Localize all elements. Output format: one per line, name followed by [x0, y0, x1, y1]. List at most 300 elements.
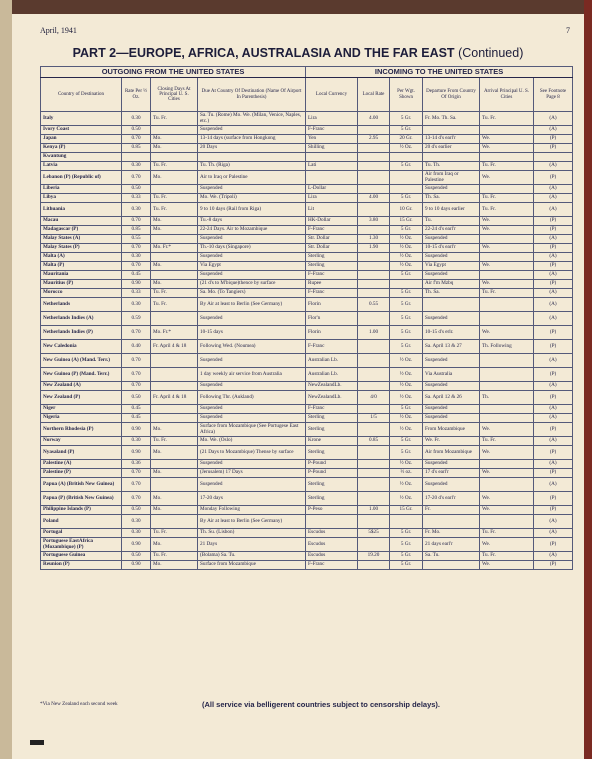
- table-cell: 5 Gr.: [390, 289, 423, 298]
- table-cell: [151, 515, 198, 529]
- table-row: [41, 217, 573, 226]
- table-cell: Florin: [306, 326, 358, 340]
- table-cell: (P): [534, 391, 573, 405]
- country-cell: Malay States (A): [41, 235, 122, 244]
- table-cell: Tu. Fr.: [480, 552, 534, 561]
- table-cell: We.: [480, 469, 534, 478]
- table-cell: 4.00: [358, 194, 390, 203]
- table-row: [41, 478, 573, 492]
- table-cell: Str. Dollar: [306, 235, 358, 244]
- table-cell: Th. Following: [480, 340, 534, 354]
- table-cell: Escudos: [306, 529, 358, 538]
- table-cell: We.: [480, 135, 534, 144]
- table-cell: 5 Gr.: [390, 561, 423, 570]
- rates-table-container: [40, 66, 572, 570]
- table-cell: F-Franc: [306, 405, 358, 414]
- table-cell: Sterling: [306, 478, 358, 492]
- table-row: [41, 469, 573, 478]
- table-cell: Mo.: [151, 561, 198, 570]
- table-cell: 10-15 d's erlr.: [423, 326, 480, 340]
- table-cell: 0.70: [122, 368, 151, 382]
- table-cell: (P): [534, 561, 573, 570]
- table-cell: Mo.: [151, 423, 198, 437]
- table-cell: [480, 460, 534, 469]
- table-cell: Str. Dollar: [306, 244, 358, 253]
- table-row: [41, 203, 573, 217]
- table-cell: 22-24 d's earl'r: [423, 226, 480, 235]
- table-cell: 0.50: [122, 506, 151, 515]
- country-cell: New Zealand (A): [41, 382, 122, 391]
- page-title: [12, 46, 584, 60]
- table-cell: (A): [534, 112, 573, 126]
- country-cell: Kenya (P): [41, 144, 122, 153]
- country-cell: Lebanon (P) (Republic of): [41, 171, 122, 185]
- table-cell: [358, 340, 390, 354]
- country-cell: Ivory Coast: [41, 126, 122, 135]
- section-incoming: INCOMING TO THE UNITED STATES: [306, 67, 573, 78]
- table-cell: ½ Oz.: [390, 460, 423, 469]
- table-cell: 0.85: [358, 437, 390, 446]
- table-cell: 17-20 d's earl'r: [423, 492, 480, 506]
- table-cell: (A): [534, 405, 573, 414]
- table-cell: [390, 185, 423, 194]
- table-row: [41, 194, 573, 203]
- table-cell: (A): [534, 298, 573, 312]
- table-cell: 0.36: [122, 460, 151, 469]
- table-cell: Suspended: [423, 354, 480, 368]
- table-cell: 0.70: [122, 492, 151, 506]
- table-row: [41, 529, 573, 538]
- table-cell: Suspended: [423, 405, 480, 414]
- country-cell: Liberia: [41, 185, 122, 194]
- table-cell: 15 Gr.: [390, 506, 423, 515]
- table-cell: Fr. April 4 & 18: [151, 340, 198, 354]
- country-cell: Portuguese EastAfrica (Mozambique) (P): [41, 538, 122, 552]
- table-cell: (A): [534, 126, 573, 135]
- table-row: [41, 354, 573, 368]
- table-cell: (A): [534, 515, 573, 529]
- table-cell: (P): [534, 340, 573, 354]
- table-cell: Suspended: [198, 235, 306, 244]
- table-cell: [480, 271, 534, 280]
- table-cell: (A): [534, 312, 573, 326]
- table-cell: (Jerusalem) 17 Days: [198, 469, 306, 478]
- table-cell: (A): [534, 271, 573, 280]
- table-cell: 0.30: [122, 203, 151, 217]
- table-cell: (21 d's to M'bique)thence by surface: [198, 280, 306, 289]
- table-cell: F-Franc: [306, 340, 358, 354]
- table-cell: We.: [480, 262, 534, 271]
- table-cell: (P): [534, 423, 573, 437]
- country-cell: Macau: [41, 217, 122, 226]
- table-cell: P-Pound: [306, 460, 358, 469]
- table-cell: Tu. Fr.: [480, 203, 534, 217]
- table-cell: 5 Gr.: [390, 162, 423, 171]
- table-row: [41, 561, 573, 570]
- table-cell: Mo.: [151, 262, 198, 271]
- table-cell: (P): [534, 469, 573, 478]
- table-cell: [480, 235, 534, 244]
- table-cell: 5 Gr.: [390, 112, 423, 126]
- table-cell: 19.20: [358, 552, 390, 561]
- table-cell: ½ Oz.: [390, 354, 423, 368]
- table-cell: We.: [480, 226, 534, 235]
- table-cell: 0.70: [122, 135, 151, 144]
- table-cell: [480, 126, 534, 135]
- table-cell: 5 Gr.: [390, 226, 423, 235]
- table-cell: ½ Oz.: [390, 144, 423, 153]
- table-cell: 0.30: [122, 529, 151, 538]
- table-cell: 0.70: [122, 478, 151, 492]
- table-cell: F-Franc: [306, 226, 358, 235]
- table-cell: [480, 478, 534, 492]
- table-cell: 0.55: [358, 298, 390, 312]
- table-cell: Mo.: [151, 469, 198, 478]
- table-cell: [480, 253, 534, 262]
- table-cell: From Mozambique: [423, 423, 480, 437]
- table-cell: [151, 271, 198, 280]
- table-cell: Yen: [306, 135, 358, 144]
- table-cell: (A): [534, 354, 573, 368]
- table-cell: Escudos: [306, 552, 358, 561]
- table-cell: [358, 289, 390, 298]
- table-cell: 13-14 d's earl'r: [423, 135, 480, 144]
- table-cell: 1.00: [358, 506, 390, 515]
- table-cell: We.: [480, 144, 534, 153]
- table-cell: [480, 354, 534, 368]
- table-cell: We.: [480, 506, 534, 515]
- table-cell: Mo.: [151, 280, 198, 289]
- table-cell: Tu. Fr.: [480, 437, 534, 446]
- table-cell: Suspended: [198, 405, 306, 414]
- table-cell: (P): [534, 446, 573, 460]
- table-cell: 0.70: [122, 382, 151, 391]
- table-cell: Suspended: [198, 354, 306, 368]
- table-cell: ½ Oz.: [390, 262, 423, 271]
- table-cell: [390, 515, 423, 529]
- col-header: Local Currency: [306, 78, 358, 112]
- col-header: Local Rate: [358, 78, 390, 112]
- table-cell: Following Wed. (Noumea): [198, 340, 306, 354]
- table-body: [41, 112, 573, 570]
- table-cell: [151, 478, 198, 492]
- table-cell: ½ Oz.: [390, 382, 423, 391]
- table-cell: [358, 382, 390, 391]
- table-cell: (A): [534, 253, 573, 262]
- table-cell: Th. Sa.: [423, 289, 480, 298]
- table-cell: 0.59: [122, 312, 151, 326]
- table-cell: 5 Gr.: [390, 340, 423, 354]
- table-cell: 1.30: [358, 235, 390, 244]
- table-cell: (A): [534, 437, 573, 446]
- table-cell: (P): [534, 171, 573, 185]
- table-cell: 0.55: [122, 235, 151, 244]
- table-row: [41, 423, 573, 437]
- table-cell: ½ Oz.: [390, 492, 423, 506]
- table-cell: [198, 153, 306, 162]
- table-cell: 3.80: [358, 217, 390, 226]
- table-row: [41, 326, 573, 340]
- table-cell: Tu. Fr.: [151, 203, 198, 217]
- table-row: [41, 226, 573, 235]
- table-cell: 0.30: [122, 253, 151, 262]
- table-cell: [358, 354, 390, 368]
- table-cell: (A): [534, 529, 573, 538]
- table-cell: [358, 312, 390, 326]
- page: [12, 14, 584, 759]
- table-cell: 5 Gr.: [390, 126, 423, 135]
- country-cell: Libya: [41, 194, 122, 203]
- table-cell: 1/5: [358, 414, 390, 423]
- table-cell: 5 Gr.: [390, 529, 423, 538]
- table-cell: NewZealandLb.: [306, 391, 358, 405]
- table-cell: [423, 126, 480, 135]
- table-cell: Fr. Mo.: [423, 529, 480, 538]
- table-cell: Mo.: [151, 538, 198, 552]
- book-spine: [0, 0, 12, 759]
- col-header: Departure From Country Of Origin: [423, 78, 480, 112]
- table-cell: 0.45: [122, 414, 151, 423]
- table-cell: Surface from Mozambique: [198, 561, 306, 570]
- table-cell: We.: [480, 446, 534, 460]
- table-cell: 0.30: [122, 298, 151, 312]
- table-cell: By Air at least to Berlin (See Germany): [198, 515, 306, 529]
- country-cell: Mauritius (P): [41, 280, 122, 289]
- table-row: [41, 235, 573, 244]
- table-cell: [423, 153, 480, 162]
- table-cell: Th. Su. (Lisbon): [198, 529, 306, 538]
- table-cell: Suspended: [198, 312, 306, 326]
- table-cell: Suspended: [198, 414, 306, 423]
- table-cell: 0.70: [122, 171, 151, 185]
- table-row: [41, 382, 573, 391]
- table-cell: 0.70: [122, 326, 151, 340]
- table-cell: [122, 153, 151, 162]
- col-header: Arrival Principal U. S. Cities: [480, 78, 534, 112]
- table-cell: 0.33: [122, 194, 151, 203]
- table-cell: [480, 414, 534, 423]
- table-cell: 5 Gr.: [390, 538, 423, 552]
- col-header: Rate Per ½ Oz.: [122, 78, 151, 112]
- table-cell: 1.00: [358, 326, 390, 340]
- table-row: [41, 312, 573, 326]
- table-cell: [151, 235, 198, 244]
- title-suffix: (Continued): [458, 46, 524, 60]
- table-cell: [390, 171, 423, 185]
- title-main: PART 2—EUROPE, AFRICA, AUSTRALASIA AND THE FAR EAST: [72, 46, 455, 60]
- country-cell: Malay States (P): [41, 244, 122, 253]
- table-cell: We.: [480, 561, 534, 570]
- table-cell: [480, 153, 534, 162]
- table-cell: (A): [534, 235, 573, 244]
- table-cell: [480, 382, 534, 391]
- table-cell: 0.70: [122, 244, 151, 253]
- table-cell: 13-14 days (surface from Hongkong: [198, 135, 306, 144]
- table-cell: 10-15 d's earl'r: [423, 244, 480, 253]
- table-cell: Via Egypt: [423, 262, 480, 271]
- table-cell: Tu. Fr.: [151, 162, 198, 171]
- table-cell: 0.30: [122, 112, 151, 126]
- table-cell: [534, 153, 573, 162]
- table-cell: 20 Days: [198, 144, 306, 153]
- table-cell: Flor'n: [306, 312, 358, 326]
- table-cell: Sterling: [306, 446, 358, 460]
- table-cell: Suspended: [423, 253, 480, 262]
- table-cell: (P): [534, 538, 573, 552]
- table-cell: [151, 414, 198, 423]
- table-cell: Suspended: [198, 253, 306, 262]
- table-cell: Mo.: [151, 135, 198, 144]
- table-cell: Mo.: [151, 446, 198, 460]
- table-cell: 5 Gr.: [390, 271, 423, 280]
- table-cell: [358, 446, 390, 460]
- table-cell: Shilling: [306, 144, 358, 153]
- table-cell: Th.-10 days (Singapore): [198, 244, 306, 253]
- country-cell: Norway: [41, 437, 122, 446]
- table-cell: We. Fr.: [423, 437, 480, 446]
- table-cell: [358, 538, 390, 552]
- table-row: [41, 153, 573, 162]
- table-cell: Suspended: [423, 185, 480, 194]
- table-cell: Mo.: [151, 171, 198, 185]
- table-cell: 0.50: [122, 552, 151, 561]
- table-cell: Mo. Fr.*: [151, 326, 198, 340]
- country-cell: New Guinea (A) (Mand. Terr.): [41, 354, 122, 368]
- table-cell: [358, 144, 390, 153]
- table-row: [41, 126, 573, 135]
- table-cell: [358, 492, 390, 506]
- table-cell: Tu. Fr.: [151, 529, 198, 538]
- table-cell: [480, 298, 534, 312]
- table-row: [41, 368, 573, 382]
- table-cell: 20 d's earlier: [423, 144, 480, 153]
- table-cell: F-Franc: [306, 289, 358, 298]
- country-cell: Malta (P): [41, 262, 122, 271]
- table-cell: Fr. Mo. Th. Sa.: [423, 112, 480, 126]
- table-cell: We.: [480, 326, 534, 340]
- table-row: [41, 289, 573, 298]
- table-row: [41, 253, 573, 262]
- table-cell: Tu. Fr.: [151, 289, 198, 298]
- table-cell: F-Franc: [306, 126, 358, 135]
- table-cell: Suspended: [198, 185, 306, 194]
- country-cell: Netherlands: [41, 298, 122, 312]
- table-cell: 0.50: [122, 126, 151, 135]
- table-row: [41, 460, 573, 469]
- table-row: [41, 135, 573, 144]
- table-cell: Th. Sa.: [423, 194, 480, 203]
- table-cell: Sterling: [306, 492, 358, 506]
- table-row: [41, 298, 573, 312]
- table-cell: Suspended: [423, 312, 480, 326]
- table-cell: 0.45: [122, 405, 151, 414]
- table-cell: Sa. Mo. (To Tangiers): [198, 289, 306, 298]
- table-cell: 2.95: [358, 135, 390, 144]
- table-row: [41, 112, 573, 126]
- table-cell: [151, 368, 198, 382]
- table-row: [41, 414, 573, 423]
- table-cell: 0.90: [122, 280, 151, 289]
- table-cell: Sa. Tu. (Rome) Mo. We. (Milan, Venice, Naples, etc.): [198, 112, 306, 126]
- table-cell: Tu.: [423, 217, 480, 226]
- table-row: [41, 552, 573, 561]
- table-cell: Suspended: [423, 382, 480, 391]
- table-cell: [151, 153, 198, 162]
- table-cell: Suspended: [198, 460, 306, 469]
- table-cell: ½ Oz.: [390, 391, 423, 405]
- table-cell: Lira: [306, 194, 358, 203]
- table-cell: 0.85: [122, 144, 151, 153]
- country-cell: Netherlands Indies (P): [41, 326, 122, 340]
- country-cell: Palestine (P): [41, 469, 122, 478]
- table-cell: 0.33: [122, 289, 151, 298]
- table-cell: Suspended: [198, 126, 306, 135]
- table-cell: (P): [534, 492, 573, 506]
- country-cell: Portugal: [41, 529, 122, 538]
- table-cell: Tu. Fr.: [151, 552, 198, 561]
- country-cell: Reunion (P): [41, 561, 122, 570]
- table-cell: Mo. We. (Oslo): [198, 437, 306, 446]
- table-cell: Tu.-8 days: [198, 217, 306, 226]
- table-cell: Tu. Fr.: [480, 194, 534, 203]
- table-cell: 5 Gr.: [390, 405, 423, 414]
- table-cell: Tu. Fr.: [480, 112, 534, 126]
- table-cell: 20 Gr.: [390, 135, 423, 144]
- table-cell: Air to Iraq or Palestine: [198, 171, 306, 185]
- table-cell: Tu. Fr.: [151, 298, 198, 312]
- country-cell: Italy: [41, 112, 122, 126]
- table-cell: Mo.: [151, 226, 198, 235]
- table-row: [41, 244, 573, 253]
- table-cell: (A): [534, 478, 573, 492]
- table-cell: Krone: [306, 437, 358, 446]
- country-cell: New Caledonia: [41, 340, 122, 354]
- table-cell: Following Thr. (Aukland): [198, 391, 306, 405]
- country-cell: Morocco: [41, 289, 122, 298]
- table-cell: (P): [534, 368, 573, 382]
- table-cell: Tu. Th.: [423, 162, 480, 171]
- table-cell: Sa. Tu.: [423, 552, 480, 561]
- table-cell: (P): [534, 217, 573, 226]
- table-cell: Mo.: [151, 144, 198, 153]
- table-cell: [151, 382, 198, 391]
- table-cell: Lati: [306, 162, 358, 171]
- table-cell: [358, 271, 390, 280]
- table-row: [41, 171, 573, 185]
- table-cell: We.: [480, 171, 534, 185]
- country-cell: Northern Rhodesia (P): [41, 423, 122, 437]
- table-cell: (A): [534, 414, 573, 423]
- table-cell: [358, 368, 390, 382]
- table-cell: Tu. Fr.: [480, 529, 534, 538]
- table-cell: [151, 405, 198, 414]
- table-cell: Sa. April 12 & 26: [423, 391, 480, 405]
- table-cell: 5 Gr.: [390, 312, 423, 326]
- table-cell: [358, 171, 390, 185]
- table-cell: (P): [534, 326, 573, 340]
- table-cell: Air from Iraq or Palestine: [423, 171, 480, 185]
- table-cell: Air f'm Mzbq: [423, 280, 480, 289]
- table-cell: 17 d's earl'r: [423, 469, 480, 478]
- table-cell: [358, 203, 390, 217]
- table-cell: [151, 185, 198, 194]
- table-cell: [358, 515, 390, 529]
- table-cell: [306, 515, 358, 529]
- table-cell: Tu. Fr.: [151, 112, 198, 126]
- table-cell: Suspended: [423, 414, 480, 423]
- table-cell: 21 Days: [198, 538, 306, 552]
- table-cell: Mo. We. (Tripoli): [198, 194, 306, 203]
